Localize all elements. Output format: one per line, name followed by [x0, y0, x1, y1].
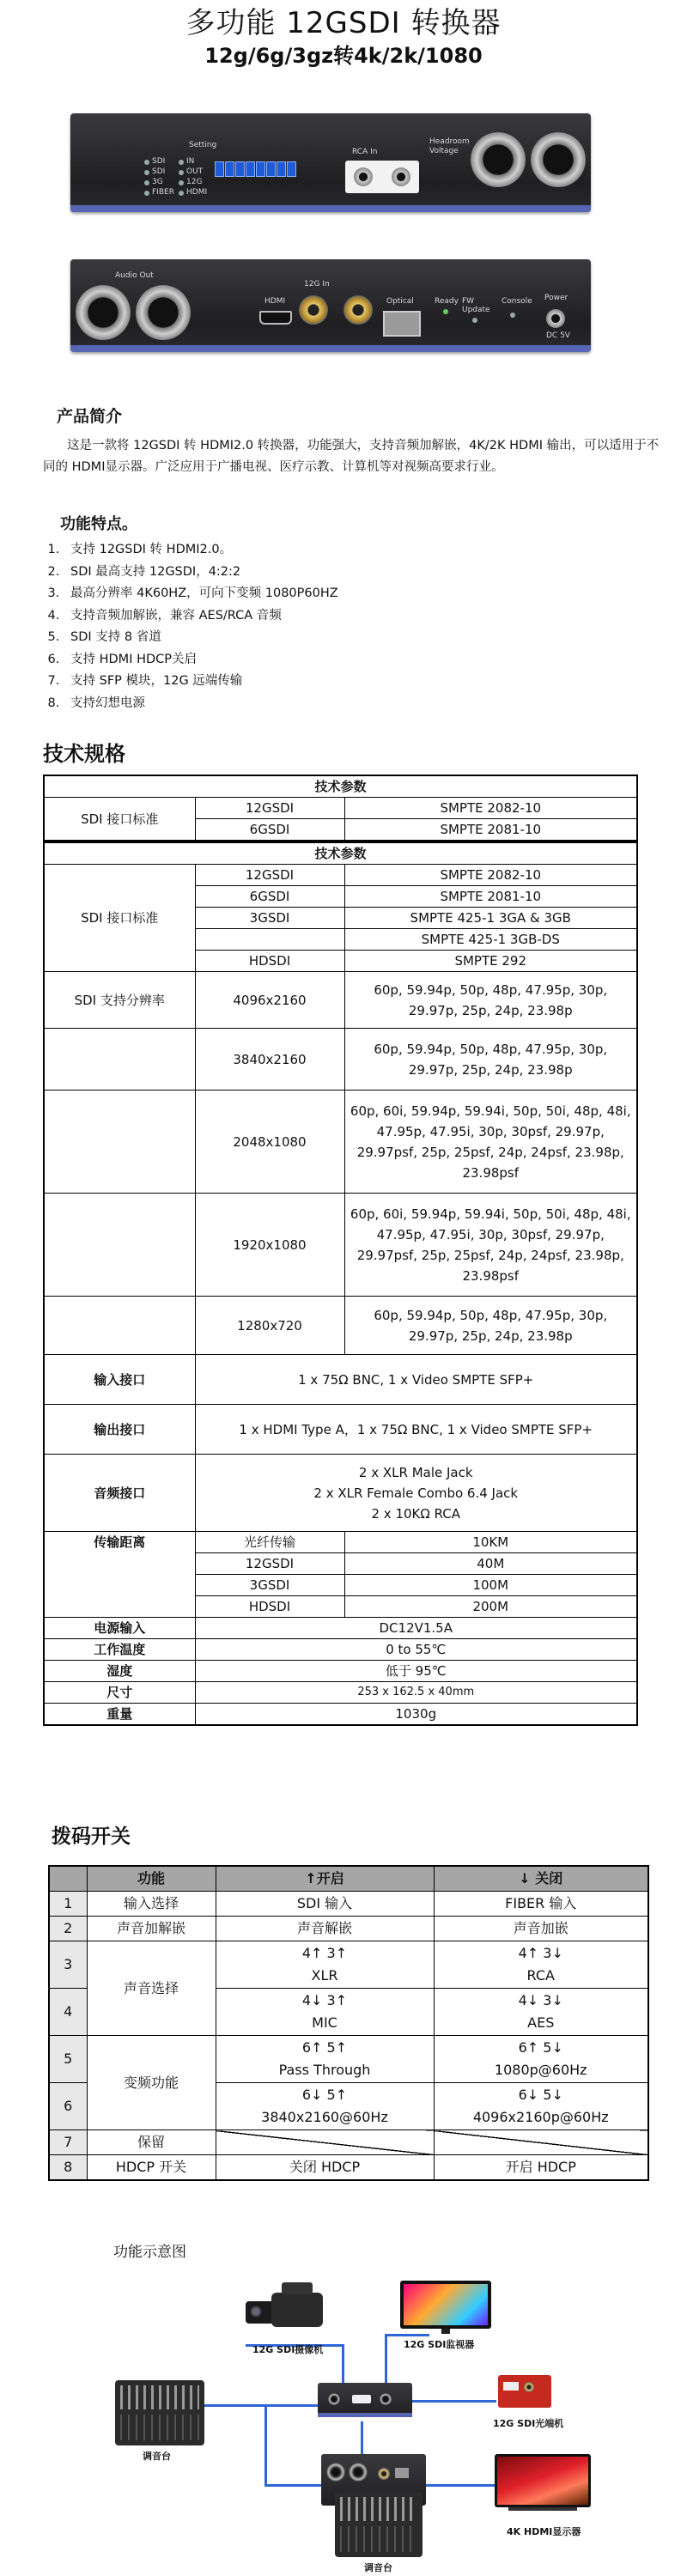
panel-edge	[70, 345, 591, 352]
spec-value	[195, 1455, 637, 1532]
resolution-cell: 3840x2160	[195, 1029, 344, 1091]
dip-num: 8	[49, 2155, 87, 2181]
rear-panel-image	[70, 259, 591, 352]
wire	[203, 2404, 323, 2407]
dip-func: 声音选择	[87, 1941, 216, 2036]
spec-table-2	[43, 841, 638, 1726]
spec-label-empty	[44, 1297, 195, 1355]
monitor-caption: 12G SDI监视器	[404, 2339, 475, 2350]
framerate-cell: 60p, 59.94p, 50p, 48p, 47.95p, 30p, 29.97p, 25p, 24p, 23.98p	[344, 972, 637, 1029]
spec-cell: 12GSDI	[195, 1553, 344, 1575]
switch-state: 6↑ 5↑	[301, 2039, 348, 2056]
led-label: IN	[186, 157, 195, 166]
spec-label-empty	[44, 1194, 195, 1297]
spec-cell: SMPTE 2082-10	[344, 798, 637, 819]
audio-out-label: Audio Out	[115, 271, 154, 280]
spec-value: 253 x 162.5 x 40mm	[195, 1682, 637, 1704]
mixer-icon	[115, 2380, 204, 2445]
dip-num: 3	[49, 1941, 87, 1989]
dip-num: 1	[49, 1892, 87, 1917]
converter-unit-icon	[318, 2383, 412, 2417]
led-group	[144, 157, 208, 197]
spec-cell: 3GSDI	[195, 908, 344, 929]
intro-paragraph: 这是一款将 12GSDI 转 HDMI2.0 转换器，功能强大，支持音频加解嵌，4K/2K HDMI 输出，可以适用于不同的 HDMI显示器。广泛应用于广播电视、医疗示教、计算机等对视频高要求行业。	[43, 439, 660, 474]
camera-icon	[246, 2281, 331, 2336]
spec-cell: 40M	[344, 1553, 637, 1575]
spec-value: 0 to 55℃	[195, 1639, 637, 1661]
dip-num: 7	[49, 2130, 87, 2155]
fiber-caption: 12G SDI光端机	[493, 2418, 564, 2429]
diagram-heading: 功能示意图	[113, 2244, 186, 2261]
switch-state: 4↓ 3↑	[301, 1992, 348, 2008]
mixer1-caption: 调音台	[143, 2451, 171, 2462]
feature-item: 5. SDI 支持 8 省道	[64, 627, 338, 649]
audio-line: 2 x 10KΩ RCA	[371, 1505, 461, 1522]
bnc-label: 12G In	[304, 280, 330, 289]
rca-in-label: RCA In	[352, 148, 378, 156]
bnc-connector	[299, 295, 328, 325]
wire	[426, 2484, 495, 2487]
xlr-combo-jack-2	[531, 132, 586, 187]
spec-cell	[195, 929, 344, 951]
spec-cell: SMPTE 2081-10	[344, 886, 637, 908]
spec-header: 技术参数	[44, 842, 637, 865]
spec-label: 电源输入	[44, 1618, 195, 1639]
spec-label: 输出接口	[44, 1405, 195, 1455]
switch-value: XLR	[311, 1967, 338, 1984]
rca-jack-left	[354, 167, 373, 186]
spec-cell: 光纤传输	[195, 1532, 344, 1553]
dip-col-header: ↑开启	[216, 1866, 434, 1892]
spec-cell: SMPTE 2082-10	[344, 865, 637, 886]
dip-on	[216, 1989, 434, 2036]
spec-cell: 6GSDI	[195, 819, 344, 841]
dip-func: 输入选择	[87, 1892, 216, 1917]
ready-label: Ready	[435, 297, 459, 306]
spec-value: 1 x 75Ω BNC, 1 x Video SMPTE SFP+	[195, 1355, 637, 1405]
spec-header: 技术参数	[44, 775, 637, 798]
headroom-label: Headroom Voltage	[429, 137, 470, 155]
dip-off	[434, 2036, 648, 2083]
led-label: OUT	[186, 167, 204, 176]
dip-off	[434, 2083, 648, 2130]
framerate-cell: 60p, 59.94p, 50p, 48p, 47.95p, 30p, 29.97p, 25p, 24p, 23.98p	[344, 1029, 637, 1091]
spec-cell: 100M	[344, 1575, 637, 1596]
spec-label: SDI 接口标准	[44, 865, 195, 972]
spec-label: 传输距离	[44, 1532, 195, 1618]
camera-caption: 12G SDI摄像机	[252, 2344, 324, 2355]
dip-col-header	[49, 1866, 87, 1892]
dip-col-header: 功能	[87, 1866, 216, 1892]
dip-on	[216, 1941, 434, 1989]
framerate-cell: 60p, 60i, 59.94p, 59.94i, 50p, 50i, 48p, 48i, 47.95p, 47.95i, 30p, 30psf, 29.97p, 29.97psf, 25p, 25psf, 24p, 24psf, 23.98p, 23.98psf	[344, 1091, 637, 1194]
fiber-transceiver-icon	[498, 2370, 560, 2411]
feature-item: 8. 支持幻想电源	[64, 693, 338, 715]
panel-edge	[70, 205, 591, 212]
features-heading: 功能特点。	[60, 515, 137, 533]
dip-on	[216, 2083, 434, 2130]
wire	[404, 2400, 496, 2403]
spec-cell: 12GSDI	[195, 798, 344, 819]
switch-value: 4096x2160p@60Hz	[472, 2109, 609, 2125]
console-label: Console	[502, 297, 532, 306]
switch-value: 3840x2160@60Hz	[261, 2109, 388, 2125]
display-caption: 4K HDMI显示器	[507, 2526, 581, 2537]
dip-off: 声音加嵌	[434, 1917, 648, 1941]
resolution-cell: 4096x2160	[195, 972, 344, 1029]
fw-update-label: FW Update	[462, 297, 490, 314]
spec-label-empty	[44, 1029, 195, 1091]
resolution-cell: 1280x720	[195, 1297, 344, 1355]
dip-on: 声音解嵌	[216, 1917, 434, 1941]
spec-cell: SMPTE 292	[344, 951, 637, 972]
spec-cell: 10KM	[344, 1532, 637, 1553]
wire	[264, 2484, 325, 2487]
spec-label: SDI 接口标准	[44, 798, 195, 841]
dip-on	[216, 2036, 434, 2083]
spec-label: 尺寸	[44, 1682, 195, 1704]
page-title: 多功能 12GSDI 转换器	[185, 6, 502, 40]
dip-on: 关闭 HDCP	[216, 2155, 434, 2181]
spec-value: 低于 95℃	[195, 1661, 637, 1682]
spec-cell: 12GSDI	[195, 865, 344, 886]
feature-item: 4. 支持音频加解嵌，兼容 AES/RCA 音频	[64, 605, 338, 628]
wire	[361, 2421, 363, 2456]
spec-cell: 200M	[344, 1596, 637, 1618]
led-label: SDI	[152, 167, 166, 176]
switch-value: 1080p@60Hz	[494, 2062, 587, 2078]
switch-state: 6↓ 5↓	[518, 2087, 563, 2103]
feature-item: 1. 支持 12GSDI 转 HDMI2.0。	[64, 539, 338, 562]
switch-state: 4↓ 3↓	[518, 1992, 563, 2008]
feature-item: 3. 最高分辨率 4K60HZ，可向下变频 1080P60HZ	[64, 583, 338, 605]
front-panel-image	[70, 113, 591, 212]
feature-item: 7. 支持 SFP 模块，12G 远端传输	[64, 671, 338, 693]
dip-off: FIBER 输入	[434, 1892, 648, 1917]
dip-off-empty	[434, 2130, 648, 2155]
dip-on: SDI 输入	[216, 1892, 434, 1917]
dip-off	[434, 1989, 648, 2036]
wire	[385, 2334, 429, 2336]
dip-col-header: ↓ 关闭	[434, 1866, 648, 1892]
resolution-cell: 1920x1080	[195, 1194, 344, 1297]
dip-num: 4	[49, 1989, 87, 2036]
wire	[264, 2404, 267, 2486]
dip-off: 开启 HDCP	[434, 2155, 648, 2181]
xlr-out-jack-1	[76, 285, 131, 340]
spec-label: 工作温度	[44, 1639, 195, 1661]
dc-label: DC 5V	[546, 331, 570, 340]
led-label: SDI	[152, 157, 166, 166]
spec-label: 输入接口	[44, 1355, 195, 1405]
power-label: Power	[544, 294, 568, 302]
dip-func: HDCP 开关	[87, 2155, 216, 2181]
audio-line: 2 x XLR Male Jack	[358, 1464, 473, 1480]
features-list	[48, 539, 338, 714]
switch-state: 4↑ 3↑	[301, 1945, 348, 1961]
hdmi-port	[259, 311, 292, 325]
dip-func: 保留	[87, 2130, 216, 2155]
spec-cell: SMPTE 425-1 3GB-DS	[344, 929, 637, 951]
tv-display-icon	[495, 2454, 591, 2516]
spec-label: 湿度	[44, 1661, 195, 1682]
switch-state: 6↓ 5↑	[301, 2087, 348, 2103]
dip-heading: 拨码开关	[52, 1826, 131, 1848]
framerate-cell: 60p, 59.94p, 50p, 48p, 47.95p, 30p, 29.97p, 25p, 24p, 23.98p	[344, 1297, 637, 1355]
dip-num: 6	[49, 2083, 87, 2130]
spec-label-empty	[44, 1091, 195, 1194]
led-label: FIBER	[152, 188, 174, 197]
setting-label: Setting	[189, 141, 217, 149]
hdmi-label: HDMI	[264, 297, 286, 306]
bnc-connector	[344, 295, 373, 325]
specs-heading: 技术规格	[43, 742, 125, 766]
spec-value: 1 x HDMI Type A，1 x 75Ω BNC, 1 x Video SMPTE SFP+	[195, 1405, 637, 1455]
switch-value: MIC	[312, 2014, 337, 2031]
spec-value: 1030g	[195, 1704, 637, 1726]
framerate-cell: 60p, 60i, 59.94p, 59.94i, 50p, 50i, 48p, 48i, 47.95p, 47.95i, 30p, 30psf, 29.97p, 29.97psf, 25p, 25psf, 24p, 24psf, 23.98p, 23.98psf	[344, 1194, 637, 1297]
xlr-combo-jack-1	[471, 132, 526, 187]
xlr-out-jack-2	[136, 285, 191, 340]
dip-num: 2	[49, 1917, 87, 1941]
switch-value: AES	[527, 2014, 555, 2031]
spec-label: SDI 支持分辨率	[44, 972, 195, 1029]
dip-on-empty	[216, 2130, 434, 2155]
page-subtitle: 12g/6g/3gz转4k/2k/1080	[204, 44, 483, 68]
monitor-icon	[400, 2281, 491, 2334]
spec-label: 音频接口	[44, 1455, 195, 1532]
rca-plate	[345, 161, 419, 193]
spec-cell: HDSDI	[195, 1596, 344, 1618]
dc-power-jack	[546, 309, 565, 328]
switch-value: Pass Through	[278, 2062, 371, 2078]
resolution-cell: 2048x1080	[195, 1091, 344, 1194]
spec-cell: SMPTE 425-1 3GA & 3GB	[344, 908, 637, 929]
spec-cell: SMPTE 2081-10	[344, 819, 637, 841]
sfp-port	[383, 311, 421, 337]
dip-off	[434, 1941, 648, 1989]
spec-cell: 3GSDI	[195, 1575, 344, 1596]
dip-num: 5	[49, 2036, 87, 2083]
switch-state: 6↑ 5↓	[518, 2039, 563, 2056]
mixer2-caption: 调音台	[364, 2562, 392, 2573]
audio-line: 2 x XLR Female Combo 6.4 Jack	[313, 1485, 519, 1501]
rca-jack-right	[392, 167, 410, 186]
spec-cell: HDSDI	[195, 951, 344, 972]
switch-value: RCA	[526, 1967, 555, 1984]
dip-switch-block[interactable]	[215, 161, 301, 177]
spec-label: 重量	[44, 1704, 195, 1726]
dip-func: 变频功能	[87, 2036, 216, 2130]
led-label: 12G	[186, 178, 203, 186]
spec-table-1	[43, 775, 638, 841]
feature-item: 2. SDI 最高支持 12GSDI，4:2:2	[64, 562, 338, 584]
spec-value: DC12V1.5A	[195, 1618, 637, 1639]
mixer-icon	[335, 2492, 423, 2557]
spec-cell: 6GSDI	[195, 886, 344, 908]
feature-item: 6. 支持 HDMI HDCP关启	[64, 649, 338, 671]
led-label: 3G	[152, 178, 163, 186]
led-label: HDMI	[186, 188, 208, 197]
switch-state: 4↑ 3↓	[518, 1945, 563, 1961]
dip-switch-table	[48, 1865, 649, 2181]
dip-func: 声音加解嵌	[87, 1917, 216, 1941]
optical-label: Optical	[386, 297, 414, 306]
intro-heading: 产品简介	[57, 407, 123, 426]
